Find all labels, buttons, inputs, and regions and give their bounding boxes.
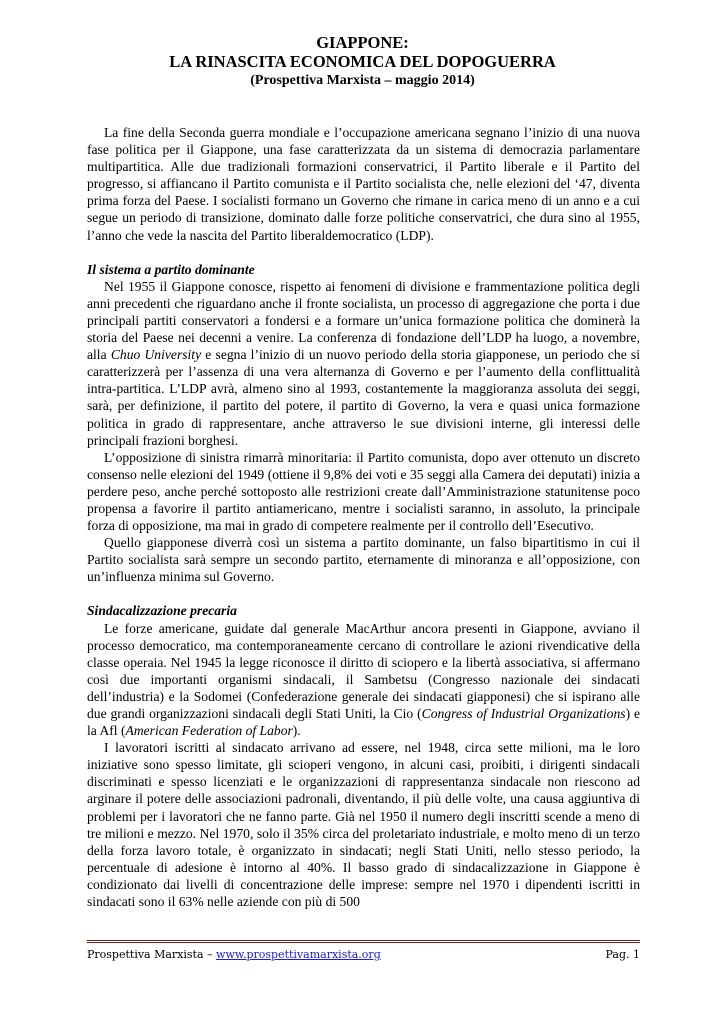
document-body — [87, 124, 640, 910]
text-run: ). — [292, 723, 301, 739]
page-footer — [87, 948, 640, 962]
paragraph-us-forces — [87, 620, 640, 740]
page-number: Pag. 1 — [605, 948, 640, 961]
text-run: e segna l’inizio di un nuovo periodo della storia giapponese, un periodo che si caratterizzerà per l’assenza di una vera alternanza di Governo e per l’aumento della conflittualità intra-partitica. L’LDP avrà, almeno sino al 1993, costantemente la maggioranza assoluta dei seggi, sarà, per definizione, il partito del potere, il partito di Governo, la vera e quasi unica formazione politica in grado di rappresentare, anche attraverso le sue divisioni interne, gli interessi delle principali frazioni borghesi. — [87, 347, 640, 448]
paragraph-dominant-party: Quello giapponese diverrà così un sistema a partito dominante, un falso bipartitismo in cui il Partito socialista sarà sempre un secondo partito, eternamente di minoranza e all’opposizione, con un’influenza minima sul Governo. — [87, 535, 640, 585]
paragraph-opposition: L’opposizione di sinistra rimarrà minoritaria: il Partito comunista, dopo aver ottenuto un discreto consenso nelle elezioni del 1949 (ottiene il 9,8% dei voti e 35 seggi alla Camera dei deputati) inizia a perdere peso, anche perché sottoposto alle restrizioni create dall’Amministrazione statunitense poco propensa a favorire il partito antiamericano, mentre i socialisti saranno, in assoluto, la principale forza di opposizione, ma mai in grado di competere realmente per il controllo dell’Esecutivo. — [87, 449, 640, 534]
text-run: ) e la Afl ( — [87, 706, 640, 739]
section-heading-sistema: Il sistema a partito dominante — [87, 261, 255, 277]
italic-run: American Federation of Labor — [125, 723, 293, 739]
section-heading-sindacalizzazione: Sindacalizzazione precaria — [87, 603, 237, 619]
italic-run: Congress of Industrial Organizations — [421, 706, 626, 721]
paragraph-union-members: I lavoratori iscritti al sindacato arrivano ad essere, nel 1948, circa sette milioni, ma le loro iniziative sono spesso limitate, gli scioperi vengono, in alcuni casi, proibiti, i dirigenti sindacali discriminati e spesso licenziati e le organizzazioni di rappresentanza sindacale non riescono ad arginare il potere delle associazioni padronali, diventando, il più delle volte, una causa aggiuntiva di problemi per i lavoratori che ne fanno parte. Già nel 1950 il numero degli inscritti scende a meno di tre milioni e mezzo. Nel 1970, solo il 35% circa del proletariato industriale, e molto meno di un terzo della forza lavoro totale, è organizzato in sindacati; negli Stati Uniti, nello stesso periodo, la percentuale di adesione è intorno al 40%. Il basso grado di sindacalizzazione in Giappone è condizionato dai livelli di concentrazione delle imprese: sempre nel 1970 i dipendenti iscritti in sindacati sono il 63% nelle aziende con più di 500 — [87, 740, 640, 910]
document-title-line-1: GIAPPONE: — [316, 33, 409, 52]
title-block — [0, 33, 725, 90]
document-subtitle: (Prospettiva Marxista – maggio 2014) — [250, 73, 475, 88]
footer-divider — [87, 940, 640, 943]
italic-run: Chuo University — [110, 347, 202, 363]
paragraph-ldp-founding — [87, 278, 640, 449]
text-run: Le forze americane, guidate dal generale MacArthur ancora presenti in Giappone, avviano il processo democratico, ma contemporaneamente cercano di controllare le azioni rivendicative della classe operaia. Nel 1945 la legge riconosce il diritto di sciopero e la libertà associativa, si affermano così due importanti organismi sindacali, il Sambetsu (Congresso nazionale dei sindacati dell’industria) e la Sodomei (Confederazione generale dei sindacati giapponesi) che si ispirano alle due grandi organizzazioni sindacali degli Stati Uniti, la Cio ( — [87, 620, 640, 721]
document-title-line-2: LA RINASCITA ECONOMICA DEL DOPOGUERRA — [169, 52, 556, 71]
intro-paragraph: La fine della Seconda guerra mondiale e l’occupazione americana segnano l’inizio di una nuova fase politica per il Giappone, una fase caratterizzata da un sistema di democrazia parlamentare multipartitica. Alle due tradizionali formazioni conservatrici, il Partito liberale e il Partito del progresso, si affiancano il Partito comunista e il Partito socialista che, nelle elezioni del ‘47, diventa prima forza del Paese. I socialisti formano un Governo che rimane in carica meno di un anno e a cui segue un periodo di transizione, dominato dalle forze politiche conservatrici, che dura sino al 1955, l’anno che vede la nascita del Partito liberaldemocratico (LDP). — [87, 125, 640, 243]
footer-source — [87, 948, 381, 962]
footer-publisher: Prospettiva Marxista – — [87, 948, 217, 961]
footer-website-link[interactable]: www.prospettivamarxista.org — [216, 948, 381, 961]
text-run: Nel 1955 il Giappone conosce, rispetto ai fenomeni di divisione e frammentazione politica degli anni precedenti che riguardano anche il fronte socialista, un processo di aggregazione che porta i due principali partiti conservatori a fondersi e a formare un’unica formazione politica che dominerà la storia del Paese nei decenni a venire. La conferenza di fondazione dell’LDP ha luogo, a novembre, alla — [87, 278, 640, 363]
